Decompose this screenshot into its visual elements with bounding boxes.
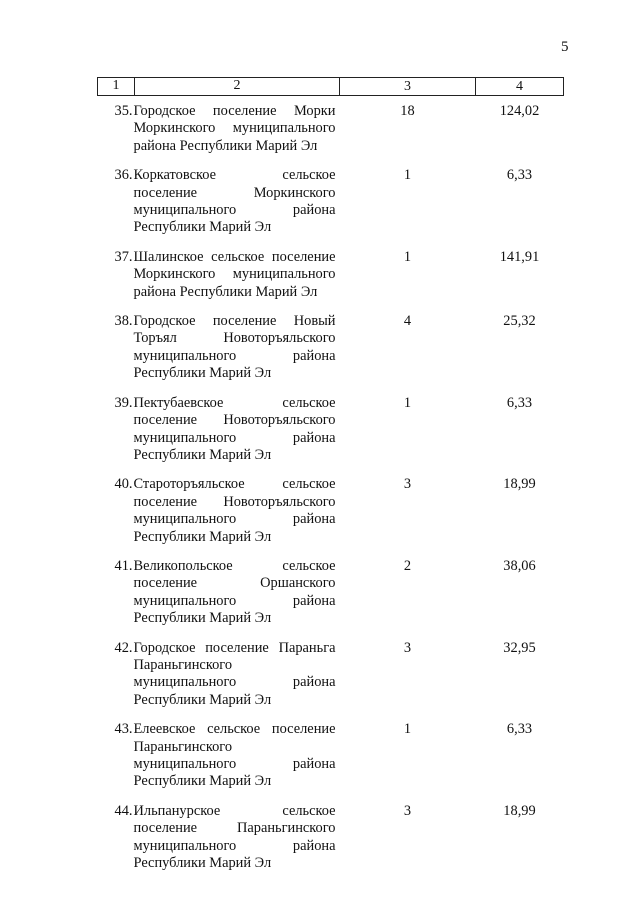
name-cell bbox=[98, 306, 340, 388]
column-4-value: 38,06 bbox=[503, 557, 536, 574]
header-cell-1: 1 bbox=[98, 78, 135, 95]
table-row bbox=[98, 306, 564, 388]
table-row bbox=[98, 796, 564, 878]
column-4-value: 18,99 bbox=[503, 476, 536, 493]
header-cell-1-2 bbox=[98, 78, 340, 96]
name-cell-content bbox=[98, 249, 340, 301]
allocation-table bbox=[97, 77, 564, 877]
table-row bbox=[98, 714, 564, 796]
column-3-value: 3 bbox=[403, 802, 412, 819]
row-number: 37. bbox=[114, 248, 133, 265]
page-number: 5 bbox=[561, 39, 569, 55]
settlement-name: Городское поселение Новый Торъял Новоторъяльского муниципального района Республики Марий Эл bbox=[133, 313, 336, 382]
table-row bbox=[98, 96, 564, 161]
row-number: 41. bbox=[114, 557, 133, 574]
column-4-value: 6,33 bbox=[506, 394, 533, 411]
settlement-name: Ильпанурское сельское поселение Параньгинского муниципального района Республики Марий Эл bbox=[133, 802, 336, 872]
name-cell-content bbox=[98, 476, 340, 546]
name-cell bbox=[98, 160, 340, 242]
column-3-value: 1 bbox=[403, 721, 412, 738]
name-cell-content bbox=[98, 395, 340, 465]
row-number: 39. bbox=[114, 394, 133, 411]
row-number: 38. bbox=[114, 313, 133, 330]
header-cell-4: 4 bbox=[476, 78, 564, 96]
name-cell bbox=[98, 388, 340, 470]
name-cell-content bbox=[98, 313, 340, 383]
table-row bbox=[98, 469, 564, 551]
name-cell bbox=[98, 714, 340, 796]
column-3-value: 3 bbox=[403, 639, 412, 656]
header-cell-3: 3 bbox=[340, 78, 476, 96]
column-3-value: 1 bbox=[403, 394, 412, 411]
name-cell-content bbox=[98, 640, 340, 710]
name-cell bbox=[98, 242, 340, 306]
row-number: 43. bbox=[114, 721, 133, 738]
table-body bbox=[98, 96, 564, 878]
row-number: 36. bbox=[114, 167, 133, 184]
column-4-value: 25,32 bbox=[503, 313, 536, 330]
header-row bbox=[98, 78, 564, 96]
settlement-name: Городское поселение Морки Моркинского муниципального района Республики Марий Эл bbox=[133, 103, 336, 154]
name-cell-content bbox=[98, 167, 340, 237]
table-row bbox=[98, 551, 564, 633]
column-3-value: 1 bbox=[403, 248, 412, 265]
settlement-name: Шалинское сельское поселение Моркинского муниципального района Республики Марий Эл bbox=[133, 248, 336, 300]
column-3-value: 4 bbox=[403, 313, 412, 330]
row-number: 44. bbox=[114, 802, 133, 819]
table-row bbox=[98, 388, 564, 470]
header-cell-2: 2 bbox=[233, 78, 241, 93]
row-number: 42. bbox=[114, 639, 133, 656]
column-4-value: 6,33 bbox=[506, 721, 533, 738]
name-cell-content bbox=[98, 558, 340, 628]
name-cell bbox=[98, 469, 340, 551]
name-cell-content bbox=[98, 803, 340, 873]
settlement-name: Староторъяльское сельское поселение Новоторъяльского муниципального района Республики Марий Эл bbox=[133, 476, 336, 545]
settlement-name: Великопольское сельское поселение Оршанского муниципального района Республики Марий Эл bbox=[133, 557, 336, 627]
settlement-name: Коркатовское сельское поселение Моркинского муниципального района Республики Марий Эл bbox=[133, 167, 336, 236]
column-4-value: 124,02 bbox=[499, 103, 540, 119]
table-header bbox=[98, 78, 564, 96]
column-3-value: 18 bbox=[400, 103, 415, 119]
column-4-value: 32,95 bbox=[503, 639, 536, 656]
name-cell bbox=[98, 796, 340, 878]
column-3-value: 2 bbox=[403, 557, 412, 574]
column-3-value: 1 bbox=[403, 167, 412, 184]
settlement-name: Елеевское сельское поселение Параньгинского муниципального района Республики Марий Эл bbox=[133, 721, 336, 790]
name-cell-content bbox=[98, 103, 340, 155]
table-row bbox=[98, 160, 564, 242]
settlement-name: Пектубаевское сельское поселение Новоторъяльского муниципального района Республики Марий Эл bbox=[133, 394, 336, 463]
name-cell bbox=[98, 551, 340, 633]
name-cell bbox=[98, 633, 340, 715]
settlement-name: Городское поселение Параньга Параньгинского муниципального района Республики Марий Эл bbox=[133, 639, 336, 708]
column-4-value: 18,99 bbox=[503, 802, 536, 819]
row-number: 35. bbox=[114, 103, 133, 119]
name-cell bbox=[98, 96, 340, 161]
table-row bbox=[98, 242, 564, 306]
table-row bbox=[98, 633, 564, 715]
name-cell-content bbox=[98, 721, 340, 791]
column-3-value: 3 bbox=[403, 476, 412, 493]
column-4-value: 141,91 bbox=[499, 248, 540, 265]
row-number: 40. bbox=[114, 476, 133, 493]
column-4-value: 6,33 bbox=[506, 167, 533, 184]
